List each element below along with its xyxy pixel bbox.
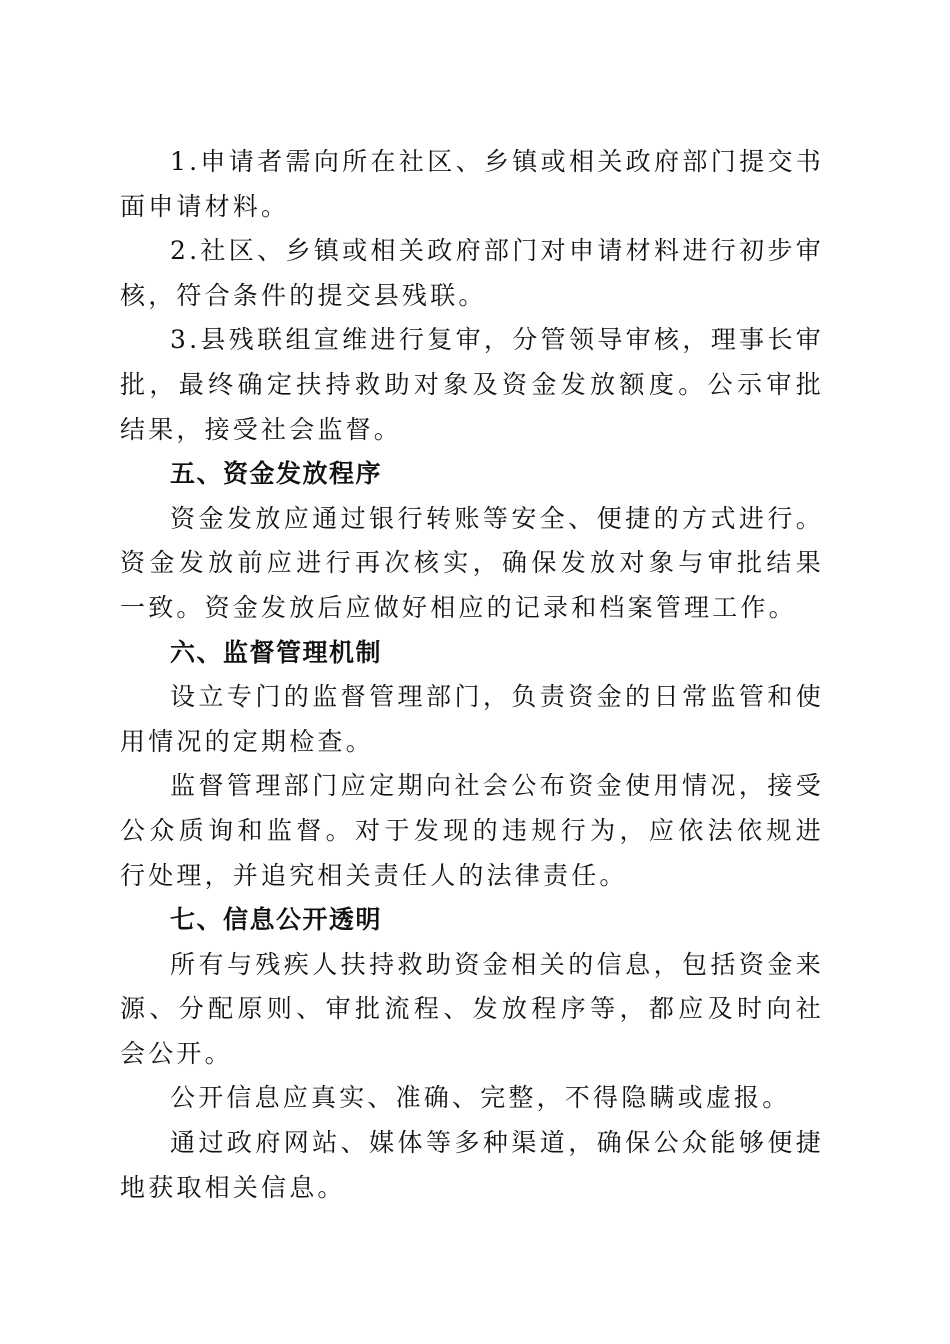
info-scope-paragraph: 所有与残疾人扶持救助资金相关的信息，包括资金来源、分配原则、审批流程、发放程序等，都应及时向社会公开。 <box>120 949 824 1068</box>
section-6-heading: 六、监督管理机制 <box>170 637 383 667</box>
supervision-department-paragraph: 设立专门的监督管理部门，负责资金的日常监管和使用情况的定期检查。 <box>120 682 824 756</box>
section-5-heading: 五、资金发放程序 <box>170 459 383 489</box>
step-3-paragraph: 3.县残联组宣维进行复审，分管领导审核，理事长审批，最终确定扶持救助对象及资金发放额度。公示审批结果，接受社会监督。 <box>120 325 824 444</box>
document-body <box>120 140 824 1210</box>
step-1-paragraph: 1.申请者需向所在社区、乡镇或相关政府部门提交书面申请材料。 <box>120 147 824 221</box>
section-7-heading: 七、信息公开透明 <box>170 905 383 935</box>
info-channels-paragraph: 通过政府网站、媒体等多种渠道，确保公众能够便捷地获取相关信息。 <box>120 1128 824 1202</box>
supervision-disclosure-paragraph: 监督管理部门应定期向社会公布资金使用情况，接受公众质询和监督。对于发现的违规行为，应依法依规进行处理，并追究相关责任人的法律责任。 <box>120 771 824 890</box>
info-accuracy-paragraph: 公开信息应真实、准确、完整，不得隐瞒或虚报。 <box>170 1083 791 1113</box>
fund-disbursement-paragraph: 资金发放应通过银行转账等安全、便捷的方式进行。资金发放前应进行再次核实，确保发放对象与审批结果一致。资金发放后应做好相应的记录和档案管理工作。 <box>120 503 824 622</box>
step-2-paragraph: 2.社区、乡镇或相关政府部门对申请材料进行初步审核，符合条件的提交县残联。 <box>120 236 824 310</box>
